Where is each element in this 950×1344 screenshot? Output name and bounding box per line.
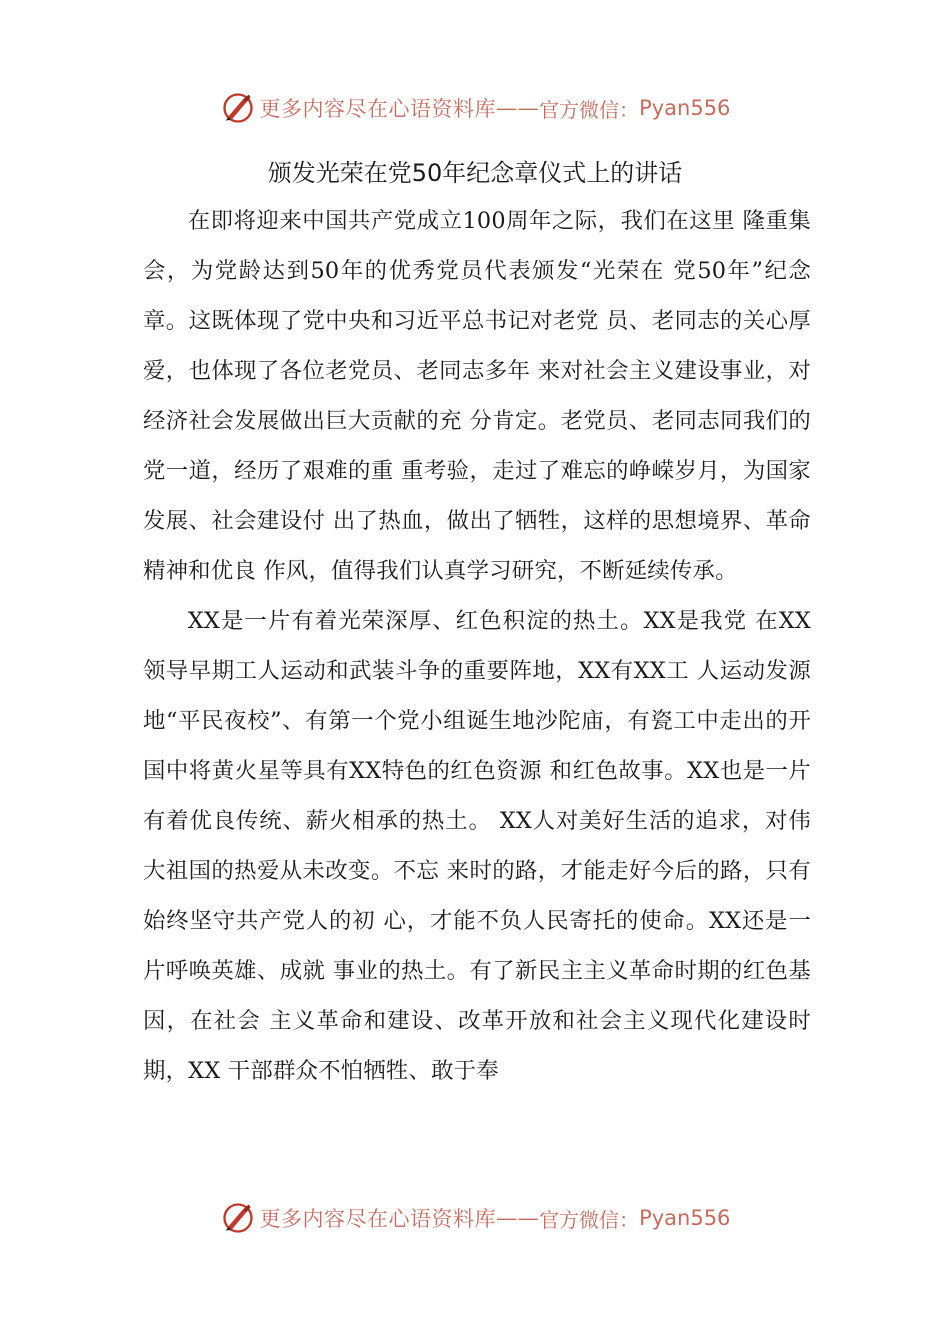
banner-separator: —— bbox=[496, 96, 540, 120]
banner-wechat-id: Pyan556 bbox=[639, 96, 731, 120]
pen-logo-icon bbox=[220, 1200, 256, 1236]
header-banner bbox=[0, 88, 950, 128]
document-title: 颁发光荣在党50年纪念章仪式上的讲话 bbox=[267, 159, 683, 187]
banner-site-text: 更多内容尽在心语资料库 bbox=[259, 97, 497, 121]
document-body bbox=[143, 196, 811, 1096]
paragraph-2: XX是一片有着光荣深厚、红色积淀的热土。XX是我党 在XX领导早期工人运动和武装斗争的重要阵地，XX有XX工 人运动发源地“平民夜校”、有第一个党小组诞生地沙陀庙，有瓷工中走出的开国中将黄火星等具有XX特色的红色资源 和红色故事。XX也是一片有着优良传统、薪火相承的热土。 XX人对美好生活的追求，对伟大祖国的热爱从未改变。不忘 来时的路，才能走好今后的路，只有始终坚守共产党人的初 心，才能不负人民寄托的使命。XX还是一片呼唤英雄、成就 事业的热土。有了新民主主义革命时期的红色基因，在社会 主义革命和建设、改革开放和社会主义现代化建设时期，XX 干部群众不怕牺牲、敢于奉 bbox=[143, 608, 811, 1084]
footer-banner bbox=[0, 1198, 950, 1238]
banner-separator: —— bbox=[496, 1206, 540, 1230]
banner-wechat-id: Pyan556 bbox=[639, 1206, 731, 1230]
pen-logo-icon bbox=[220, 90, 256, 126]
banner-wechat-label: 官方微信： bbox=[539, 1207, 640, 1232]
banner-site-text: 更多内容尽在心语资料库 bbox=[259, 1207, 497, 1231]
paragraph-1: 在即将迎来中国共产党成立100周年之际，我们在这里 隆重集会，为党龄达到50年的优秀党员代表颁发“光荣在 党50年”纪念章。这既体现了党中央和习近平总书记对老党 员、老同志的关心厚爱，也体现了各位老党员、老同志多年 来对社会主义建设事业，对经济社会发展做出巨大贡献的充 分肯定。老党员、老同志同我们的党一道，经历了艰难的重 重考验，走过了难忘的峥嵘岁月，为国家发展、社会建设付 出了热血，做出了牺牲，这样的思想境界、革命精神和优良 作风，值得我们认真学习研究，不断延续传承。 bbox=[143, 208, 811, 584]
banner-wechat-label: 官方微信： bbox=[539, 97, 640, 122]
